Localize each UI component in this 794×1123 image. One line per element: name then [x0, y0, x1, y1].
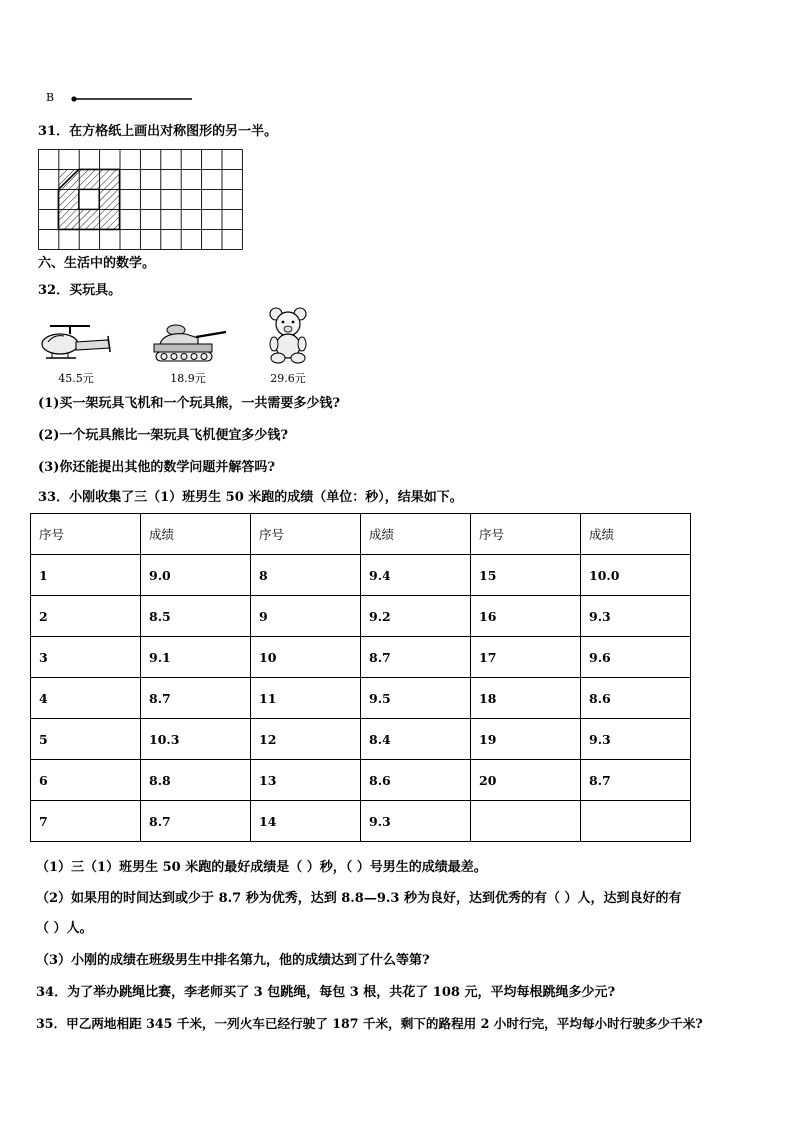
helicopter-icon: [38, 322, 114, 364]
table-cell: 8.8: [141, 760, 251, 801]
question-32-part-1: (1)买一架玩具飞机和一个玩具熊，一共需要多少钱?: [38, 396, 340, 411]
table-cell: 9.4: [361, 555, 471, 596]
table-cell: 15: [471, 555, 581, 596]
table-cell: 8: [251, 555, 361, 596]
table-cell: 2: [31, 596, 141, 637]
table-header-cell: 序号: [471, 514, 581, 555]
table-cell: 5: [31, 719, 141, 760]
score-table: [30, 513, 691, 842]
table-header-cell: 序号: [251, 514, 361, 555]
symmetry-grid[interactable]: [38, 149, 244, 253]
table-cell: 12: [251, 719, 361, 760]
table-row: [31, 678, 691, 719]
table-cell: 16: [471, 596, 581, 637]
table-cell: 9.3: [581, 719, 691, 760]
section-6-title: 六、生活中的数学。: [38, 256, 156, 271]
table-cell: 14: [251, 801, 361, 842]
question-33-part-1: （1）三（1）班男生 50 米跑的最好成绩是（ ）秒，（ ）号男生的成绩最差。: [36, 860, 487, 875]
tank-price: 18.9元: [170, 372, 206, 385]
table-cell: 9.3: [581, 596, 691, 637]
question-33: 33．小刚收集了三（1）班男生 50 米跑的成绩（单位：秒），结果如下。: [38, 490, 463, 505]
table-cell: 9.2: [361, 596, 471, 637]
table-cell: 1: [31, 555, 141, 596]
table-cell: 9.1: [141, 637, 251, 678]
question-34: 34．为了举办跳绳比赛，李老师买了 3 包跳绳，每包 3 根，共花了 108 元，平均每根跳绳多少元?: [36, 985, 616, 1000]
table-header-cell: 成绩: [581, 514, 691, 555]
question-31: 31．在方格纸上画出对称图形的另一半。: [38, 124, 278, 139]
table-cell: 13: [251, 760, 361, 801]
table-cell: 11: [251, 678, 361, 719]
table-cell: 3: [31, 637, 141, 678]
table-cell: [581, 801, 691, 842]
tank-icon: [150, 322, 230, 364]
question-33-part-2: （2）如果用的时间达到或少于 8.7 秒为优秀，达到 8.8—9.3 秒为良好，达到优秀的有（ ）人，达到良好的有: [36, 891, 682, 906]
point-label-b: B: [46, 91, 55, 104]
table-cell: 18: [471, 678, 581, 719]
line-segment-b: [68, 94, 196, 104]
teddy-bear-icon: [266, 306, 310, 364]
table-cell: 9.5: [361, 678, 471, 719]
table-header-cell: 成绩: [141, 514, 251, 555]
table-cell: 4: [31, 678, 141, 719]
bear-price: 29.6元: [270, 372, 306, 385]
table-cell: 20: [471, 760, 581, 801]
table-cell: 9.0: [141, 555, 251, 596]
table-header-cell: 成绩: [361, 514, 471, 555]
table-cell: 8.4: [361, 719, 471, 760]
table-cell: 8.5: [141, 596, 251, 637]
helicopter-price: 45.5元: [58, 372, 94, 385]
table-row: [31, 637, 691, 678]
table-row: [31, 596, 691, 637]
hatched-figure: [58, 169, 119, 229]
table-cell: 19: [471, 719, 581, 760]
question-32: 32．买玩具。: [38, 283, 122, 298]
question-33-part-2-continued: （ ）人。: [36, 921, 93, 936]
table-row: [31, 801, 691, 842]
question-32-part-2: (2)一个玩具熊比一架玩具飞机便宜多少钱?: [38, 428, 288, 443]
question-32-part-3: (3)你还能提出其他的数学问题并解答吗?: [38, 460, 275, 475]
table-header-cell: 序号: [31, 514, 141, 555]
table-cell: 6: [31, 760, 141, 801]
table-cell: 7: [31, 801, 141, 842]
table-cell: 9.6: [581, 637, 691, 678]
table-cell: [471, 801, 581, 842]
table-cell: 8.7: [141, 801, 251, 842]
table-header-row: [31, 514, 691, 555]
table-cell: 10.3: [141, 719, 251, 760]
table-cell: 17: [471, 637, 581, 678]
table-cell: 10.0: [581, 555, 691, 596]
table-cell: 8.6: [581, 678, 691, 719]
table-cell: 10: [251, 637, 361, 678]
table-cell: 8.6: [361, 760, 471, 801]
table-row: [31, 760, 691, 801]
table-cell: 8.7: [141, 678, 251, 719]
table-row: [31, 719, 691, 760]
table-cell: 8.7: [361, 637, 471, 678]
table-cell: 8.7: [581, 760, 691, 801]
table-row: [31, 555, 691, 596]
question-35: 35．甲乙两地相距 345 千米，一列火车已经行驶了 187 千米，剩下的路程用 2 小时行完，平均每小时行驶多少千米?: [36, 1016, 703, 1031]
table-cell: 9.3: [361, 801, 471, 842]
question-33-part-3: （3）小刚的成绩在班级男生中排名第九，他的成绩达到了什么等第?: [36, 953, 430, 968]
table-cell: 9: [251, 596, 361, 637]
